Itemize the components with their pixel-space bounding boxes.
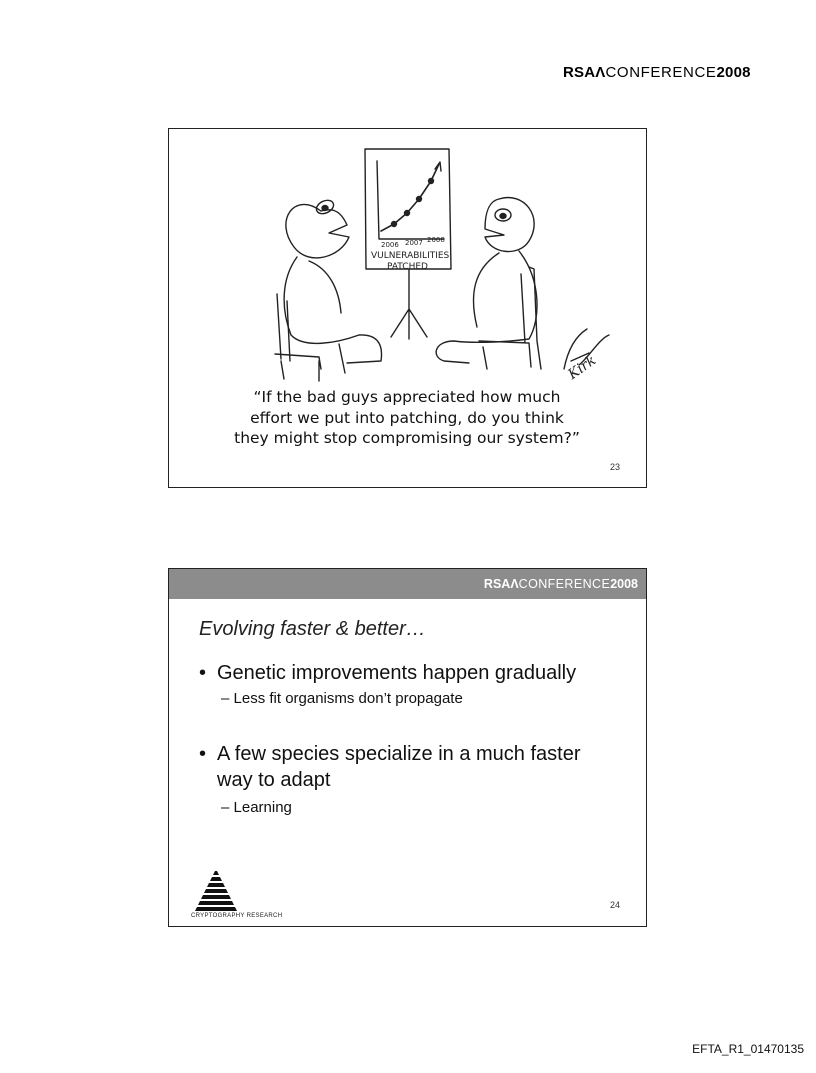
sub-bullet-item: – Less fit organisms don’t propagate	[221, 690, 463, 707]
rsa-conference-logo	[563, 64, 751, 81]
slide-header-band	[169, 569, 646, 599]
chart-label-line2: PATCHED	[387, 262, 428, 272]
signature: Kirk	[565, 352, 600, 383]
slide-number: 23	[609, 462, 620, 472]
bullet-dot-icon: •	[199, 662, 207, 684]
chart-label-line1: VULNERABILITIES	[371, 251, 450, 261]
logo-lambda-glyph: Λ	[510, 577, 519, 591]
bullet-item	[199, 660, 617, 686]
logo-rsa-text: RSA	[563, 64, 596, 81]
logo-year-text: 2008	[610, 577, 638, 591]
logo-company-text: CRYPTOGRAPHY RESEARCH	[191, 913, 283, 919]
document-id: EFTA_R1_01470135	[692, 1042, 804, 1056]
logo-rsa-text: RSA	[483, 577, 511, 591]
chart-year-2007: 2007	[405, 239, 423, 247]
cartoon-illustration	[169, 129, 645, 389]
chart-year-2006: 2006	[381, 241, 399, 249]
sub-bullet-item: – Learning	[221, 799, 292, 816]
slide-23	[168, 128, 647, 488]
bullet-text: Genetic improvements happen gradually	[217, 662, 577, 684]
slide-title: Evolving faster & better…	[199, 618, 426, 640]
slide-number: 24	[609, 900, 620, 910]
caption-line-1: “If the bad guys appreciated how much	[253, 388, 561, 406]
logo-conference-text: CONFERENCE	[518, 577, 611, 591]
logo-conference-text: CONFERENCE	[605, 64, 717, 81]
bullet-item	[199, 741, 617, 793]
logo-lambda-glyph: Λ	[595, 64, 606, 81]
cartoon-caption	[189, 387, 625, 449]
caption-line-3: they might stop compromising our system?”	[234, 429, 580, 447]
bullet-text: A few species specialize in a much faster way to adapt	[217, 743, 581, 791]
bullet-dot-icon: •	[199, 743, 207, 765]
cryptography-research-pyramid-icon	[191, 869, 267, 919]
chart-year-2008: 2008	[427, 236, 445, 244]
caption-line-2: effort we put into patching, do you think	[250, 408, 564, 427]
logo-year-text: 2008	[716, 64, 751, 81]
slide-24	[168, 568, 647, 927]
rsa-conference-logo-small	[484, 577, 638, 591]
